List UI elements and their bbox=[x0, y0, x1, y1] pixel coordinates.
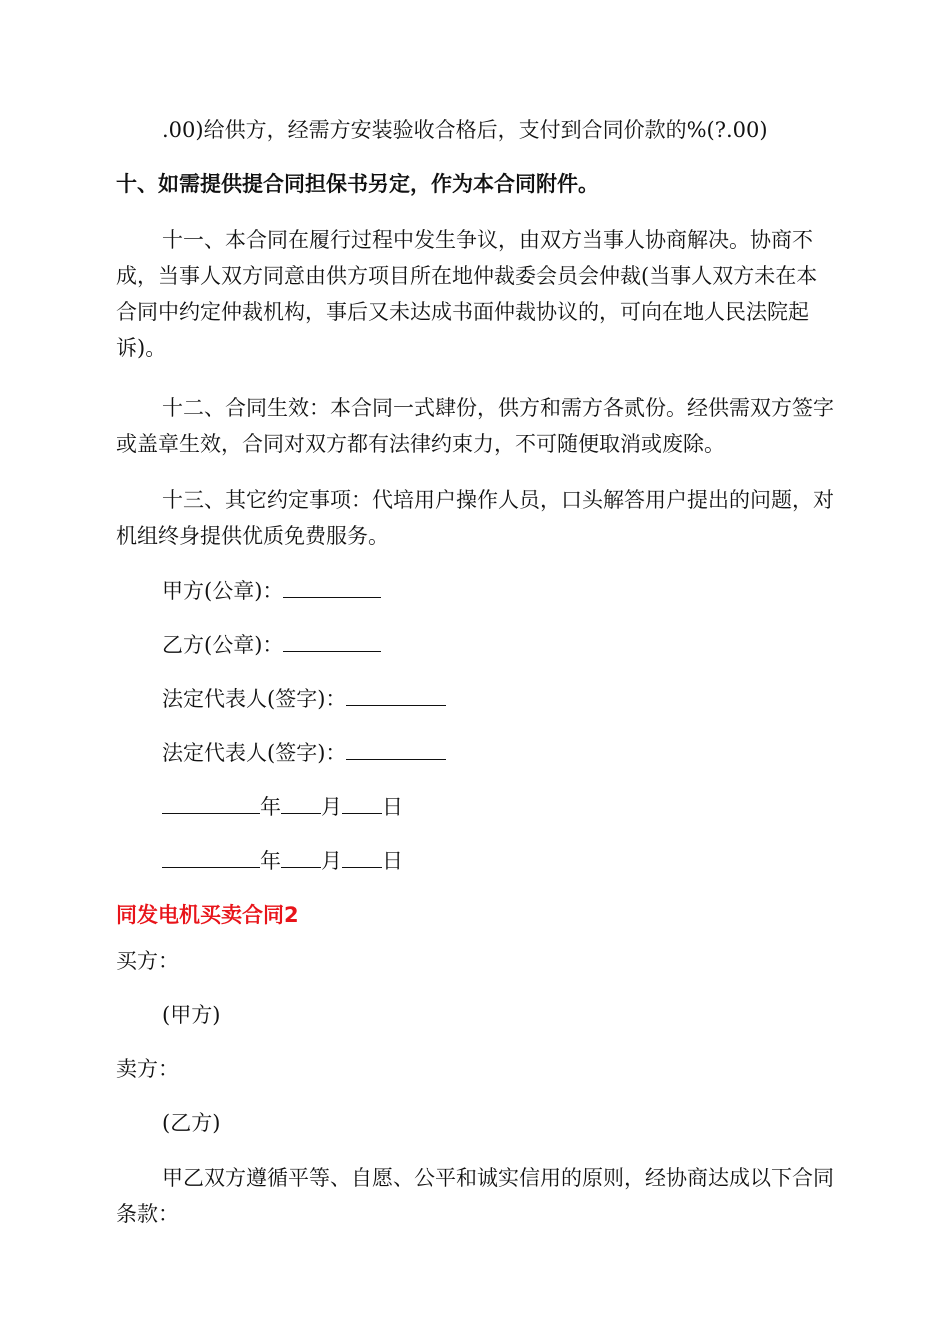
legal-rep-1-label: 法定代表人(签字)： bbox=[162, 687, 347, 711]
legal-rep-2-line bbox=[162, 738, 446, 768]
date-2-year-label: 年 bbox=[260, 849, 281, 873]
preamble-paragraph: 甲乙双方遵循平等、自愿、公平和诚实信用的原则，经协商达成以下合同条款： bbox=[116, 1166, 834, 1226]
date-2-day-blank bbox=[342, 847, 382, 868]
section-heading: 同发电机买卖合同2 bbox=[116, 903, 299, 927]
date-1-month-label: 月 bbox=[321, 795, 342, 819]
date-1-year-label: 年 bbox=[260, 795, 281, 819]
party-b-seal-label: 乙方(公章)： bbox=[162, 633, 284, 657]
date-2-year-blank bbox=[162, 847, 260, 868]
date-1-day-blank bbox=[342, 793, 382, 814]
date-1-day-label: 日 bbox=[382, 795, 403, 819]
date-2-month-blank bbox=[281, 847, 321, 868]
date-2-month-label: 月 bbox=[321, 849, 342, 873]
seller-role: (乙方) bbox=[162, 1111, 221, 1135]
payment-clause-continuation: .00)给供方，经需方安装验收合格后，支付到合同价款的%(?.00) bbox=[162, 118, 768, 142]
clause-11: 十一、本合同在履行过程中发生争议，由双方当事人协商解决。协商不成，当事人双方同意由供方项目所在地仲裁委会员会仲裁(当事人双方未在本合同中约定仲裁机构，事后又未达成书面仲裁协议的，可向在地人民法院起诉)。 bbox=[116, 228, 818, 360]
legal-rep-1-blank bbox=[346, 685, 446, 706]
clause-12: 十二、合同生效：本合同一式肆份，供方和需方各贰份。经供需双方签字或盖章生效，合同对双方都有法律约束力，不可随便取消或废除。 bbox=[116, 396, 834, 456]
date-1-month-blank bbox=[281, 793, 321, 814]
legal-rep-1-line bbox=[162, 684, 446, 714]
party-a-seal-line bbox=[162, 576, 381, 606]
clause-13: 十三、其它约定事项：代培用户操作人员，口头解答用户提出的问题，对机组终身提供优质免费服务。 bbox=[116, 488, 834, 548]
date-line-1 bbox=[162, 792, 403, 822]
legal-rep-2-label: 法定代表人(签字)： bbox=[162, 741, 347, 765]
date-2-day-label: 日 bbox=[382, 849, 403, 873]
party-b-seal-blank bbox=[283, 631, 381, 652]
party-b-seal-line bbox=[162, 630, 381, 660]
date-1-year-blank bbox=[162, 793, 260, 814]
seller-label: 卖方： bbox=[116, 1057, 179, 1081]
date-line-2 bbox=[162, 846, 403, 876]
legal-rep-2-blank bbox=[346, 739, 446, 760]
clause-10: 十、如需提供提合同担保书另定，作为本合同附件。 bbox=[116, 172, 599, 196]
buyer-role: (甲方) bbox=[162, 1003, 221, 1027]
party-a-seal-label: 甲方(公章)： bbox=[162, 579, 284, 603]
party-a-seal-blank bbox=[283, 577, 381, 598]
buyer-label: 买方： bbox=[116, 949, 179, 973]
